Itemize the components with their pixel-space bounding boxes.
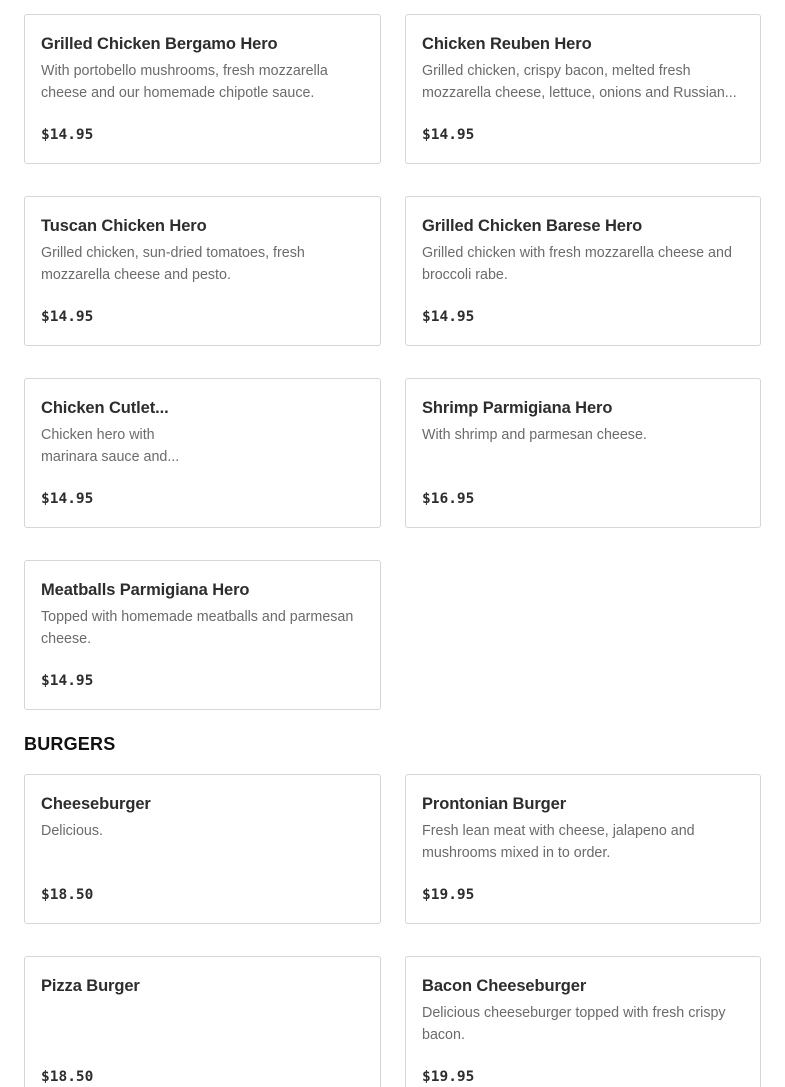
menu-item-price: $18.50 [41,887,94,903]
menu-item-description: Chicken hero with marinara sauce and... [41,427,180,465]
menu-item-card[interactable] [405,378,761,528]
menu-item-price: $19.95 [422,887,475,903]
menu-item-name: Bacon Cheeseburger [422,977,587,995]
menu-item-card[interactable] [24,560,381,710]
section-title-burgers: BURGERS [24,734,116,754]
menu-item-name: Grilled Chicken Bergamo Hero [41,35,278,53]
menu-item-card[interactable] [24,14,381,164]
menu-item-name: Chicken Reuben Hero [422,35,592,53]
menu-item-description: With portobello mushrooms, fresh mozzarella cheese and our homemade chipotle sauce. [41,63,328,101]
menu-item-name: Chicken Cutlet... [41,399,169,417]
menu-item-price: $14.95 [41,309,94,325]
menu-item-description: With shrimp and parmesan cheese. [422,427,647,443]
menu-item-description [41,1002,364,1046]
menu-item-name: Grilled Chicken Barese Hero [422,217,643,235]
menu-item-name: Cheeseburger [41,795,151,813]
menu-item-name: Prontonian Burger [422,795,567,813]
menu-item-card[interactable] [24,378,381,528]
menu-item-card[interactable] [405,774,761,924]
menu-item-description: Delicious cheeseburger topped with fresh crispy bacon. [422,1005,726,1043]
menu-item-card[interactable] [24,774,381,924]
menu-item-name: Meatballs Parmigiana Hero [41,581,250,599]
menu-item-price: $14.95 [422,127,475,143]
menu-item-price: $16.95 [422,491,475,507]
menu-item-description: Delicious. [41,823,103,839]
menu-item-description: Topped with homemade meatballs and parmesan cheese. [41,609,354,647]
menu-item-price: $18.50 [41,1069,94,1085]
menu-item-price: $14.95 [41,127,94,143]
menu-item-card[interactable] [24,956,381,1087]
menu-item-price: $19.95 [422,1069,475,1085]
menu-item-card[interactable] [24,196,381,346]
menu-item-description: Fresh lean meat with cheese, jalapeno and mushrooms mixed in to order. [422,823,695,861]
menu-item-description: Grilled chicken, crispy bacon, melted fresh mozzarella cheese, lettuce, onions and Russian... [422,63,737,101]
menu-item-card[interactable] [405,196,761,346]
menu-item-price: $14.95 [422,309,475,325]
menu-item-price: $14.95 [41,491,94,507]
menu-item-card[interactable] [405,14,761,164]
menu-item-card[interactable] [405,956,761,1087]
menu-item-description: Grilled chicken, sun-dried tomatoes, fresh mozzarella cheese and pesto. [41,245,305,283]
menu-item-description: Grilled chicken with fresh mozzarella cheese and broccoli rabe. [422,245,732,283]
menu-item-price: $14.95 [41,673,94,689]
menu-item-name: Pizza Burger [41,977,140,995]
menu-item-name: Tuscan Chicken Hero [41,217,207,235]
menu-item-name: Shrimp Parmigiana Hero [422,399,613,417]
